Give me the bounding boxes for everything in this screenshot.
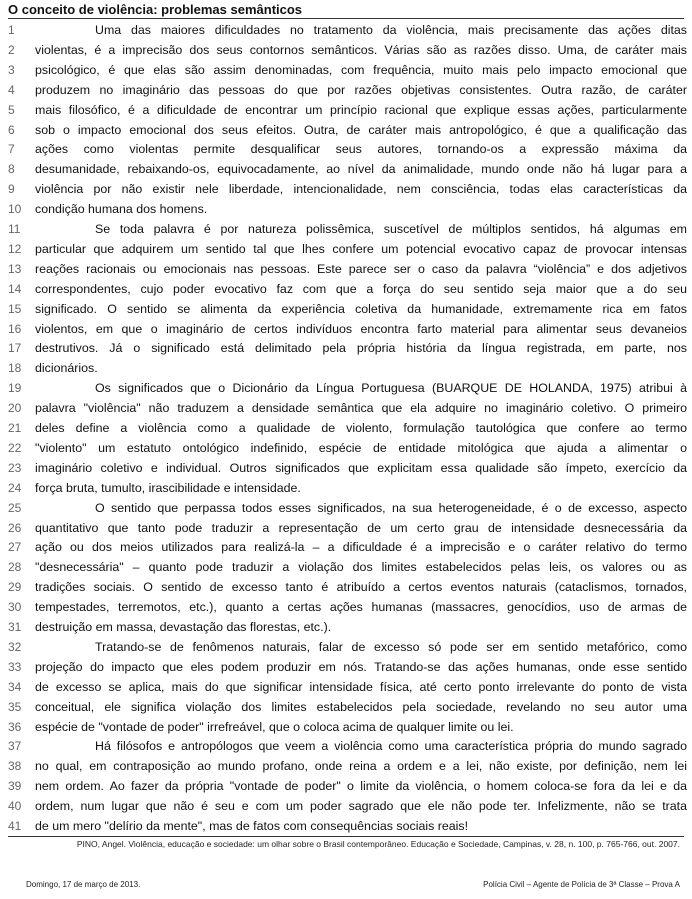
- text-line: [8, 419, 687, 439]
- line-number: 22: [8, 440, 22, 455]
- line-text: "desnecessária" – quanto pode traduzir a violação dos limites estabelecidos pelas leis, os valores ou as: [35, 560, 687, 575]
- text-line: [8, 698, 687, 718]
- text-line: [8, 240, 687, 260]
- line-text: deles define a violência como a qualidade de violento, formulação tautológica que confere ao termo: [35, 421, 687, 435]
- line-text: palavra "violência" não traduzem a densidade semântica que ela adquire no imaginário coletivo. O primeiro: [35, 401, 687, 416]
- line-text: significado. O sentido se alimenta da experiência coletiva da humanidade, extremamente rica em fatos: [35, 301, 687, 316]
- text-line: [8, 21, 687, 41]
- line-number: 1: [8, 23, 15, 37]
- footer-exam-name: Polícia Civil – Agente de Polícia de 3ª Classe – Prova A: [483, 880, 680, 889]
- line-text: violência por não existir nele liberdade, intencionalidade, nem consciência, todas elas características da: [35, 182, 687, 197]
- line-number: 36: [8, 719, 22, 734]
- line-text: tempestades, terremotos, etc.), quanto a certas ações humanas (massacres, genocídios, uso de armas de: [35, 600, 687, 615]
- line-number: 2: [8, 42, 15, 57]
- text-line: [8, 121, 687, 141]
- text-line: [8, 160, 687, 180]
- line-number: 34: [8, 679, 22, 694]
- text-title: O conceito de violência: problemas semânticos: [8, 2, 303, 17]
- line-number: 5: [8, 102, 15, 117]
- line-text: "violento" um estatuto ontológico indefinido, espécie de entidade mitológica que ajuda a alimentar o: [35, 440, 687, 455]
- line-number: 8: [8, 162, 15, 177]
- line-number: 26: [8, 520, 22, 535]
- line-text: ordem, num lugar que não é seu e com um poder sagrado que ele não pode ter. Infelizmente, não se trata: [35, 799, 687, 814]
- line-text: tradições sociais. O sentido de excesso tanto é atribuído a certos eventos naturais (cataclismos, tornados,: [35, 580, 687, 595]
- line-number: 18: [8, 361, 22, 376]
- line-number: 38: [8, 759, 22, 774]
- line-number: 10: [8, 202, 22, 217]
- line-number: 11: [8, 222, 21, 236]
- text-line: [8, 499, 687, 519]
- line-number: 29: [8, 580, 22, 595]
- text-line: [8, 399, 687, 419]
- line-number: 24: [8, 480, 22, 495]
- line-text: produzem no imaginário das pessoas do que por razões objetivas consistentes. Outra razão, de caráter: [35, 82, 687, 97]
- line-text: ação ou dos meios utilizados para realizá-la – a dificuldade é a imprecisão e o caráter relativo do termo: [35, 540, 687, 555]
- line-text: força bruta, tumulto, irascibilidade e intensidade.: [35, 480, 301, 495]
- text-line: [8, 479, 684, 499]
- line-number: 32: [8, 639, 22, 654]
- line-text: imaginário coletivo e individual. Outros significados que explicitam essa qualidade são ímpeto, exercício da: [35, 460, 687, 475]
- text-line: [8, 718, 684, 738]
- line-number: 30: [8, 600, 22, 615]
- line-number: 25: [8, 500, 22, 515]
- text-line: [8, 538, 687, 558]
- line-number: 21: [8, 421, 22, 435]
- text-line: [8, 638, 687, 658]
- line-text: Uma das maiores dificuldades no tratamento da violência, mais precisamente das ações ditas: [95, 23, 687, 37]
- text-line: [8, 200, 684, 220]
- line-text: psicológico, é que elas são assim denominadas, com frequência, muito mais pelo impacto emocional que: [35, 62, 687, 77]
- line-number: 23: [8, 460, 22, 475]
- text-line: [8, 220, 687, 240]
- line-text: quantitativo que tanto pode traduzir a representação de um certo grau de intensidade desnecessária da: [35, 520, 687, 535]
- line-text: Os significados que o Dicionário da Língua Portuguesa (BUARQUE DE HOLANDA, 1975) atribui à: [95, 381, 687, 396]
- text-line: [8, 439, 687, 459]
- text-line: [8, 320, 687, 340]
- line-number: 37: [8, 739, 22, 754]
- line-number: 31: [8, 620, 22, 634]
- line-number: 3: [8, 62, 15, 77]
- line-text: ações como violentas permite desqualificar seus autores, tornando-os a expressão máxima da: [35, 142, 687, 157]
- text-line: [8, 339, 687, 359]
- line-text: de um mero "delírio da mente", mas de fatos com consequências sociais reais!: [35, 819, 469, 833]
- line-text: no qual, em contraposição ao mundo profano, onde reina a ordem e a lei, não existe, por definição, nem lei: [35, 759, 687, 774]
- text-line: [8, 260, 687, 280]
- line-number: 27: [8, 540, 22, 555]
- line-number: 6: [8, 122, 15, 137]
- line-number: 7: [8, 142, 15, 157]
- line-text: sob o impacto emocional dos seus efeitos. Outra, de caráter mais antropológico, é que a qualificação das: [35, 122, 687, 137]
- line-text: particular que adquirem um sentido tal que lhes confere um potencial evocativo capaz de provocar intensas: [35, 241, 687, 256]
- text-line: [8, 678, 687, 698]
- text-line: [8, 757, 687, 777]
- line-number: 19: [8, 381, 22, 396]
- line-text: Tratando-se de fenômenos naturais, falar de excesso só pode ser em sentido metafórico, como: [95, 639, 687, 654]
- text-line: [8, 658, 687, 678]
- text-line: [8, 558, 687, 578]
- line-text: desumanidade, rebaixando-os, equivocadamente, ao nível da animalidade, mundo onde não há lugar para a: [35, 162, 687, 177]
- line-number: 12: [8, 241, 22, 256]
- line-text: reações racionais ou emocionais nas pessoas. Este parece ser o caso da palavra “violência” e dos adjetivos: [35, 261, 687, 276]
- line-number: 39: [8, 779, 22, 794]
- line-number: 28: [8, 560, 22, 575]
- line-text: dicionários.: [35, 361, 98, 376]
- line-text: Há filósofos e antropólogos que veem a violência como uma característica própria do mundo sagrado: [95, 739, 687, 754]
- line-text: mais filosófico, é a dificuldade de encontrar um princípio racional que explique essas ações, particularmente: [35, 102, 687, 117]
- line-number: 41: [8, 819, 22, 833]
- line-number: 13: [8, 261, 22, 276]
- line-number: 33: [8, 659, 22, 674]
- line-text: condição humana dos homens.: [35, 202, 208, 217]
- text-line: [8, 140, 687, 160]
- text-line: [8, 280, 687, 300]
- footer-date: Domingo, 17 de março de 2013.: [26, 880, 141, 889]
- text-line: [8, 61, 687, 81]
- text-line: [8, 618, 684, 638]
- line-number: 15: [8, 301, 22, 316]
- text-line: [8, 379, 687, 399]
- line-number: 20: [8, 401, 22, 416]
- line-number: 4: [8, 82, 15, 97]
- line-number: 16: [8, 321, 22, 336]
- text-line: [8, 300, 687, 320]
- line-text: nem ordem. Ao fazer da própria "vontade de poder" o limite da violência, o homem coloca-se fora da lei e da: [35, 779, 687, 794]
- bibliographic-reference: PINO, Angel. Violência, educação e sociedade: um olhar sobre o Brasil contemporâneo. Educação e Sociedade, Campinas, v. 28, n. 100, p. 765-766, out. 2007.: [76, 839, 680, 849]
- text-line: [8, 519, 687, 539]
- line-number: 9: [8, 182, 15, 197]
- line-text: violentos, em que o imaginário de certos indivíduos encontra farto material para alimentar seus devaneios: [35, 321, 687, 336]
- text-line: [8, 101, 687, 121]
- text-line: [8, 817, 684, 837]
- line-number: 40: [8, 799, 22, 814]
- line-text: Se toda palavra é por natureza polissêmica, suscetível de múltiplos sentidos, há algumas em: [95, 222, 687, 236]
- text-frame: [8, 18, 687, 837]
- line-text: projeção do impacto que eles podem produzir em nós. Tratando-se das ações humanas, onde esse sentido: [35, 659, 687, 674]
- text-line: [8, 578, 687, 598]
- line-text: destruição em massa, devastação das florestas, etc.).: [35, 620, 332, 634]
- text-line: [8, 41, 687, 61]
- text-line: [8, 598, 687, 618]
- line-number: 35: [8, 699, 22, 714]
- text-line: [8, 797, 687, 817]
- text-line: [8, 777, 687, 797]
- line-text: violentas, é a imprecisão dos seus contornos semânticos. Várias são as razões disso. Uma, de caráter mais: [35, 42, 687, 57]
- text-line: [8, 81, 687, 101]
- line-text: destrutivos. Já o significado está delimitado pela própria história da língua registrada, em parte, nos: [35, 341, 687, 356]
- line-text: espécie de "vontade de poder" irrefreável, que o coloca acima de qualquer limite ou lei.: [35, 719, 514, 734]
- line-text: correspondentes, cujo poder evocativo faz com que a força do seu sentido seja maior que a do seu: [35, 281, 687, 296]
- line-number: 14: [8, 281, 22, 296]
- text-line: [8, 459, 687, 479]
- line-text: de excesso se aplica, mais do que significar intensidade física, até certo ponto irrelevante do ponto de vista: [35, 679, 687, 694]
- text-line: [8, 737, 687, 757]
- line-text: conceitual, ele significa violação dos limites estabelecidos pela sociedade, revelando no seu autor uma: [35, 699, 687, 714]
- text-line: [8, 359, 684, 379]
- line-text: O sentido que perpassa todos esses significados, na sua heterogeneidade, é o de excesso, aspecto: [95, 500, 687, 515]
- text-line: [8, 180, 687, 200]
- line-number: 17: [8, 341, 22, 356]
